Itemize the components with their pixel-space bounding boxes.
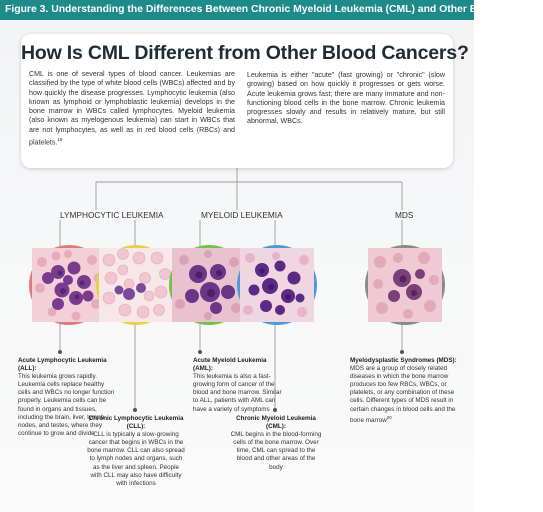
reference-19: 19: [57, 137, 63, 143]
intro-left-paragraph: CML is one of several types of blood cancer. Leukemias are classified by the type of white blood cells (WBCs) affected and by how quickly the disease progresses. Lymphocytic leukemia (also known as lymphoid or lymphoblastic leukemia) develops in the bone marrow in WBCs called lymphocytes. Myeloid leukemia (also known as myelogenous leukemia) can start in WBCs that are not lymphocytes, as well as in red blood cells (RBCs) and platelets.$^{19}$: [29, 70, 235, 147]
cll-body: CLL is typically a slow-growing cancer that begins in WBCs in the bone marrow. CLL can also spread to lymph nodes and organs, such as the liver and spleen. People with CLL may also have difficulty with infections: [87, 431, 185, 487]
cml-micrograph: [240, 248, 314, 322]
myeloid-leukemia-label: MYELOID LEUKEMIA: [201, 210, 283, 220]
all-body: This leukemia grows rapidly. Leukemia cells replace healthy cells and WBCs no longer function properly. Leukemia cells can be found in organs and tissues, including the brain, liver, lymph nodes, and testes, where they continue to grow and divide: [18, 373, 115, 437]
aml-title: Acute Myeloid Leukemia (AML):: [193, 357, 267, 373]
cll-description: [87, 415, 185, 488]
cml-body: CML begins in the blood-forming cells of the bone marrow. Over time, CML can spread to the blood and other areas of the body: [230, 431, 322, 471]
aml-micrograph: [172, 248, 246, 322]
intro-card: [21, 34, 469, 168]
cll-title: Chronic Lymphocytic Leukemia (CLL):: [88, 415, 184, 431]
mds-body: MDS are a group of closely related diseases in which the bone marrow produces too few RBCs, WBCs, or platelets, or any combination of these cells. Different types of MDS result in certain changes in blood cells and the bone marrow: [350, 365, 456, 424]
intro-right-paragraph: Leukemia is either "acute" (fast growing) or "chronic" (slow growing) based on how quickly it progresses or gets worse. Acute leukemia grows fast; there are many immature and non-functioning blood cells in the bone marrow. Chronic leukemia progresses slowly and results in relatively mature, but still abnormal, WBCs.: [247, 71, 445, 126]
all-title: Acute Lymphocytic Leukemia (ALL):: [18, 357, 107, 373]
lymphocytic-leukemia-label: LYMPHOCYTIC LEUKEMIA: [60, 210, 164, 220]
mds-micrograph: [368, 248, 442, 322]
mds-title: Myelodysplastic Syndromes (MDS):: [350, 357, 457, 364]
cml-description: [230, 415, 322, 472]
figure-header: Figure 3. Understanding the Differences Between Chronic Myeloid Leukemia (CML) and Other Blood Cancers: [0, 0, 474, 20]
cll-micrograph: [99, 248, 173, 322]
mds-description: [350, 357, 460, 425]
cml-title: Chronic Myeloid Leukemia (CML):: [236, 415, 316, 431]
reference-20: 20: [386, 414, 392, 420]
card-title: How Is CML Different from Other Blood Cancers?: [21, 42, 469, 64]
aml-body: This leukemia is also a fast-growing form of cancer of the blood and bone marrow. Similar to ALL, patients with AML can have a variety of symptoms: [193, 373, 282, 413]
mds-label: MDS: [395, 210, 414, 220]
all-micrograph: [32, 248, 106, 322]
aml-description: [193, 357, 285, 414]
